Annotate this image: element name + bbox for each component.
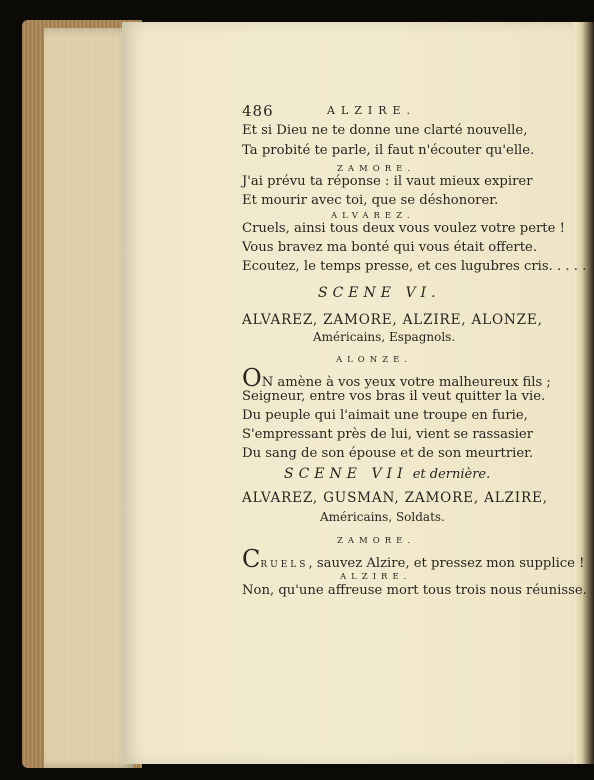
- speaker-name: ZAMORE.: [337, 536, 416, 546]
- verse-line: Vous bravez ma bonté qui vous était offerte.: [242, 240, 538, 255]
- verse-line: Non, qu'une affreuse mort tous trois nous réunisse.: [242, 583, 587, 598]
- facing-page-edge: [574, 22, 594, 764]
- scene-heading: [284, 463, 490, 482]
- verse-smallcaps: RUELS: [260, 560, 309, 570]
- verse-line: Du peuple qui l'aimait une troupe en furie,: [242, 408, 528, 423]
- speaker-name: ZAMORE.: [337, 164, 416, 174]
- verse-line: S'empressant près de lui, vient se rassasier: [242, 427, 534, 442]
- verse-line: Et si Dieu ne te donne une clarté nouvelle,: [242, 123, 528, 138]
- drop-capital: C: [242, 545, 261, 573]
- scene-title: SCENE VII: [284, 466, 408, 482]
- page-number: 486: [242, 102, 274, 120]
- verse-line: [242, 366, 551, 390]
- scene-title-suffix: et dernière.: [412, 467, 491, 482]
- scene-heading: SCENE VI.: [318, 285, 441, 301]
- cast-list: ALVAREZ, GUSMAN, ZAMORE, ALZIRE,: [242, 490, 548, 506]
- page-stack-edges: [44, 28, 134, 768]
- verse-text: , sauvez Alzire, et pressez mon supplice !: [308, 556, 585, 571]
- speaker-name: ALVAREZ.: [331, 211, 415, 221]
- cast-list: ALVAREZ, ZAMORE, ALZIRE, ALONZE,: [242, 312, 543, 328]
- verse-line: Ecoutez, le temps presse, et ces lugubres cris. . . . .: [242, 259, 587, 274]
- verse-line: Cruels, ainsi tous deux vous voulez votre perte !: [242, 221, 565, 236]
- verse-line: J'ai prévu ta réponse : il vaut mieux expirer: [242, 174, 533, 189]
- verse-line: Et mourir avec toi, que se déshonorer.: [242, 193, 499, 208]
- verse-line: Seigneur, entre vos bras il veut quitter la vie.: [242, 389, 546, 404]
- speaker-name: ALONZE.: [336, 355, 413, 365]
- verse-line: [242, 547, 584, 571]
- verse-line: Ta probité te parle, il faut n'écouter qu'elle.: [242, 143, 535, 158]
- cast-subtitle: Américains, Espagnols.: [313, 330, 456, 344]
- verse-line: Du sang de son épouse et de son meurtrier.: [242, 446, 534, 461]
- drop-capital: O: [242, 364, 262, 392]
- verse-text: N amène à vos yeux votre malheureux fils ;: [261, 375, 551, 390]
- cast-subtitle: Américains, Soldats.: [320, 510, 445, 524]
- speaker-name: ALZIRE.: [340, 572, 412, 582]
- running-title: ALZIRE.: [327, 104, 417, 117]
